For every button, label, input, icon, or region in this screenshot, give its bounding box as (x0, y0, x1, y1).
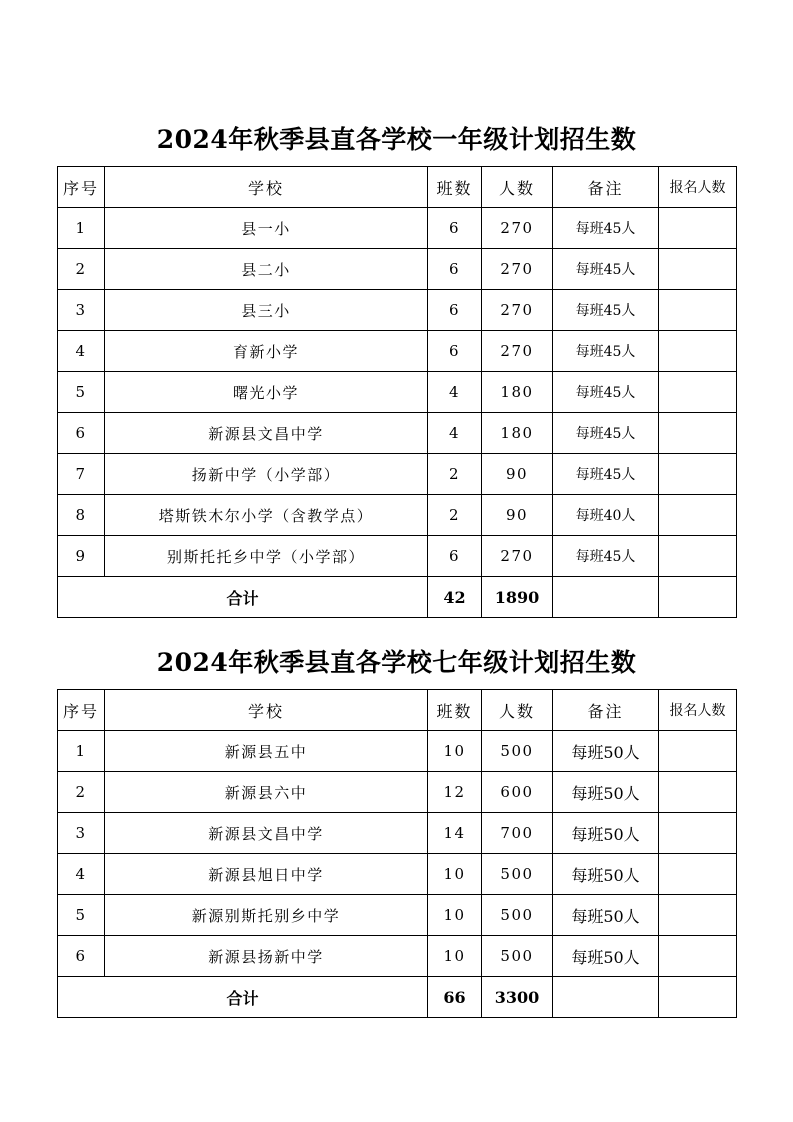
table-row (58, 731, 737, 772)
row-number: 2 (58, 249, 105, 290)
table-row (58, 895, 737, 936)
header-no: 序号 (58, 167, 105, 208)
student-count: 90 (482, 454, 553, 495)
table-row (58, 208, 737, 249)
class-count: 6 (428, 290, 482, 331)
total-note (553, 577, 659, 618)
total-note (553, 977, 659, 1018)
registered-count (659, 290, 737, 331)
table1-title: 2024年秋季县直各学校一年级计划招生数 (156, 125, 637, 154)
student-count: 270 (482, 208, 553, 249)
table-row (58, 813, 737, 854)
student-count: 270 (482, 331, 553, 372)
row-number: 6 (58, 936, 105, 977)
total-registered (659, 977, 737, 1018)
grade7-enrollment-table (57, 689, 737, 1018)
row-number: 4 (58, 854, 105, 895)
row-number: 1 (58, 208, 105, 249)
table-row (58, 372, 737, 413)
table-row (58, 413, 737, 454)
student-count: 600 (482, 772, 553, 813)
table-row (58, 772, 737, 813)
total-students: 3300 (482, 977, 553, 1018)
table2-title: 2024年秋季县直各学校七年级计划招生数 (156, 648, 637, 677)
registered-count (659, 936, 737, 977)
school-name: 新源县旭日中学 (105, 854, 428, 895)
row-number: 8 (58, 495, 105, 536)
note: 每班40人 (553, 495, 659, 536)
table-row (58, 249, 737, 290)
note: 每班45人 (553, 454, 659, 495)
total-registered (659, 577, 737, 618)
row-number: 5 (58, 372, 105, 413)
school-name: 新源县文昌中学 (105, 413, 428, 454)
school-name: 新源县文昌中学 (105, 813, 428, 854)
class-count: 14 (428, 813, 482, 854)
class-count: 10 (428, 895, 482, 936)
row-number: 2 (58, 772, 105, 813)
row-number: 6 (58, 413, 105, 454)
table-row (58, 290, 737, 331)
grade1-enrollment-table (57, 166, 737, 618)
class-count: 2 (428, 495, 482, 536)
registered-count (659, 372, 737, 413)
row-number: 9 (58, 536, 105, 577)
school-name: 县二小 (105, 249, 428, 290)
note: 每班45人 (553, 536, 659, 577)
row-number: 3 (58, 290, 105, 331)
registered-count (659, 536, 737, 577)
registered-count (659, 454, 737, 495)
total-row (58, 577, 737, 618)
header-school: 学校 (105, 690, 428, 731)
class-count: 6 (428, 331, 482, 372)
school-name: 新源县扬新中学 (105, 936, 428, 977)
table-row (58, 536, 737, 577)
class-count: 6 (428, 249, 482, 290)
school-name: 扬新中学（小学部） (105, 454, 428, 495)
row-number: 7 (58, 454, 105, 495)
header-note: 备注 (553, 690, 659, 731)
row-number: 1 (58, 731, 105, 772)
student-count: 500 (482, 936, 553, 977)
registered-count (659, 813, 737, 854)
header-note: 备注 (553, 167, 659, 208)
note: 每班50人 (553, 731, 659, 772)
header-registered: 报名人数 (659, 167, 737, 208)
header-registered: 报名人数 (659, 690, 737, 731)
student-count: 500 (482, 731, 553, 772)
row-number: 4 (58, 331, 105, 372)
student-count: 90 (482, 495, 553, 536)
school-name: 别斯托托乡中学（小学部） (105, 536, 428, 577)
header-no: 序号 (58, 690, 105, 731)
class-count: 6 (428, 208, 482, 249)
table-header-row (58, 690, 737, 731)
class-count: 2 (428, 454, 482, 495)
table-row (58, 331, 737, 372)
registered-count (659, 208, 737, 249)
student-count: 180 (482, 372, 553, 413)
registered-count (659, 854, 737, 895)
class-count: 4 (428, 372, 482, 413)
table-row (58, 854, 737, 895)
note: 每班50人 (553, 772, 659, 813)
school-name: 县三小 (105, 290, 428, 331)
table-row (58, 454, 737, 495)
table-row (58, 495, 737, 536)
total-row (58, 977, 737, 1018)
note: 每班50人 (553, 854, 659, 895)
note: 每班45人 (553, 372, 659, 413)
student-count: 270 (482, 536, 553, 577)
class-count: 10 (428, 731, 482, 772)
row-number: 3 (58, 813, 105, 854)
note: 每班45人 (553, 413, 659, 454)
note: 每班45人 (553, 331, 659, 372)
header-students: 人数 (482, 167, 553, 208)
school-name: 新源县五中 (105, 731, 428, 772)
header-students: 人数 (482, 690, 553, 731)
student-count: 500 (482, 854, 553, 895)
total-students: 1890 (482, 577, 553, 618)
note: 每班45人 (553, 249, 659, 290)
school-name: 曙光小学 (105, 372, 428, 413)
school-name: 县一小 (105, 208, 428, 249)
class-count: 4 (428, 413, 482, 454)
registered-count (659, 331, 737, 372)
registered-count (659, 495, 737, 536)
school-name: 育新小学 (105, 331, 428, 372)
student-count: 180 (482, 413, 553, 454)
school-name: 塔斯铁木尔小学（含教学点） (105, 495, 428, 536)
header-classes: 班数 (428, 167, 482, 208)
table-row (58, 936, 737, 977)
school-name: 新源别斯托别乡中学 (105, 895, 428, 936)
total-classes: 66 (428, 977, 482, 1018)
student-count: 270 (482, 249, 553, 290)
school-name: 新源县六中 (105, 772, 428, 813)
note: 每班50人 (553, 895, 659, 936)
table-header-row (58, 167, 737, 208)
header-classes: 班数 (428, 690, 482, 731)
student-count: 500 (482, 895, 553, 936)
registered-count (659, 413, 737, 454)
class-count: 10 (428, 936, 482, 977)
note: 每班50人 (553, 813, 659, 854)
registered-count (659, 731, 737, 772)
registered-count (659, 895, 737, 936)
registered-count (659, 772, 737, 813)
note: 每班50人 (553, 936, 659, 977)
class-count: 6 (428, 536, 482, 577)
row-number: 5 (58, 895, 105, 936)
total-classes: 42 (428, 577, 482, 618)
header-school: 学校 (105, 167, 428, 208)
student-count: 270 (482, 290, 553, 331)
registered-count (659, 249, 737, 290)
student-count: 700 (482, 813, 553, 854)
note: 每班45人 (553, 290, 659, 331)
total-label: 合计 (58, 577, 428, 618)
note: 每班45人 (553, 208, 659, 249)
total-label: 合计 (58, 977, 428, 1018)
class-count: 12 (428, 772, 482, 813)
class-count: 10 (428, 854, 482, 895)
